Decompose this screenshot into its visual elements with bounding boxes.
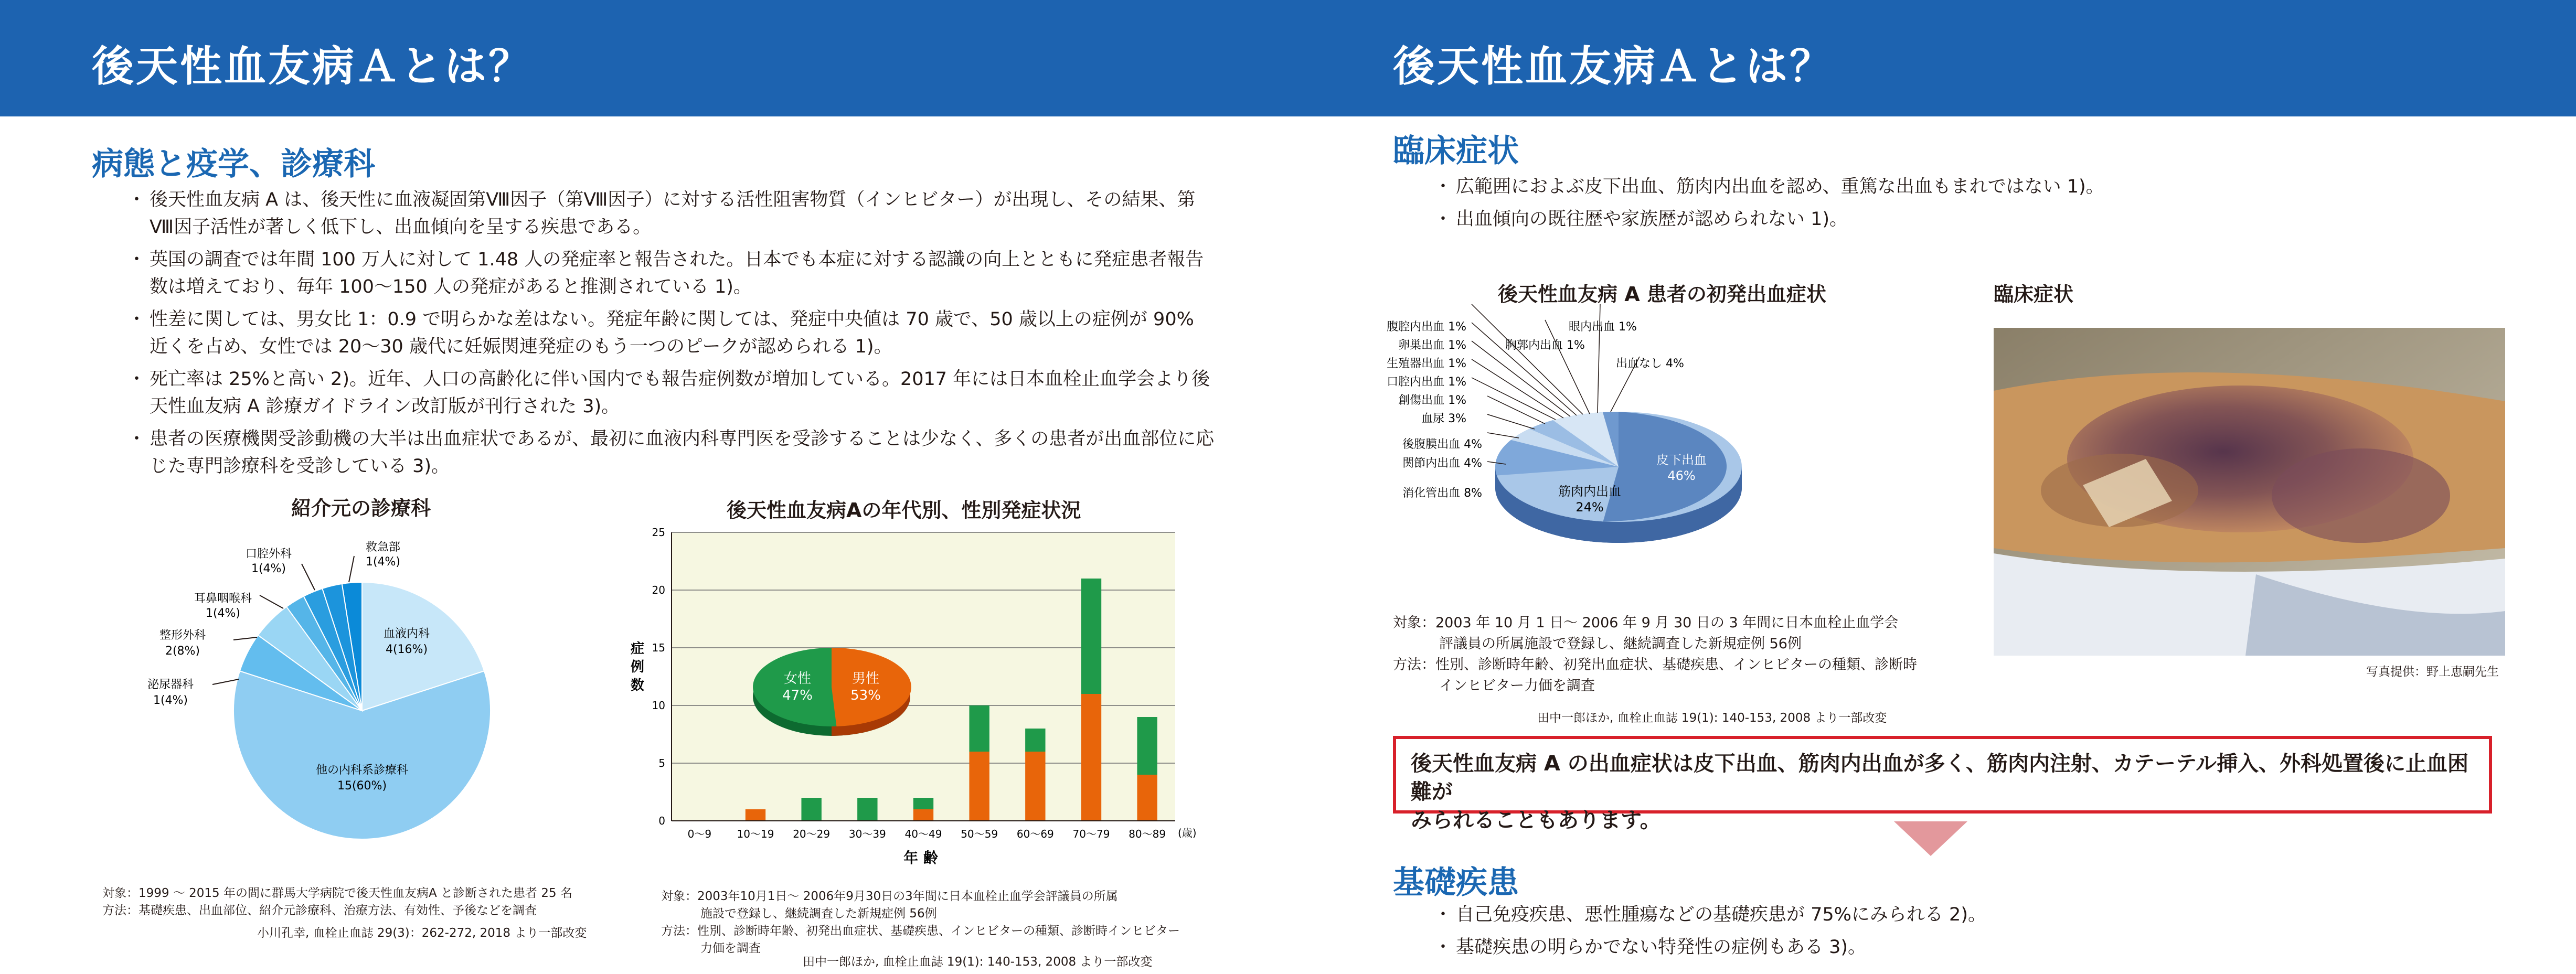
- sex-pie: [753, 648, 911, 736]
- down-arrow-icon: [1894, 821, 1967, 856]
- age-unit: (歳): [1178, 827, 1197, 839]
- bleeding-chart-citation: 田中一郎ほか, 血栓止血誌 19(1): 140-153, 2008 より一部改変: [1537, 711, 1887, 725]
- bar-segment: [1081, 694, 1101, 821]
- bar-segment: [913, 809, 933, 821]
- note-line: インヒビター力価を調査: [1439, 678, 1595, 694]
- label-retro: 後腹膜出血 4%: [1402, 438, 1482, 451]
- bullet-item: ・ 自己免疫疾患、悪性腫瘍などの基礎疾患が 75%にみられる 2)。: [1440, 901, 2489, 928]
- label-chest: 胸郭内出血 1%: [1505, 339, 1585, 352]
- note-line: 方法：基礎疾患、出血部位、紹介元診療科、治療方法、有効性、予後などを調査: [102, 904, 537, 917]
- right-page: [1288, 0, 2576, 974]
- bar-segment: [969, 752, 989, 821]
- x-tick-label: 20〜29: [793, 828, 831, 840]
- label-emergency-value: 1(4%): [365, 555, 401, 569]
- note-line: 対象：2003年10月1日〜 2006年9月30日の3年間に日本血栓止血学会評議員の所属: [661, 890, 1118, 903]
- label-emergency: 救急部: [365, 541, 401, 554]
- label-joint: 関節内出血 4%: [1402, 457, 1482, 470]
- pathology-bullet-list: [134, 186, 1215, 485]
- x-tick-label: 0〜9: [687, 828, 712, 840]
- page-title: 後天性血友病Ａとは？: [1393, 42, 1834, 91]
- referral-citation: 小川孔幸, 血栓止血誌 29(3)：262-272, 2018 より一部改変: [257, 926, 587, 940]
- label-ent-value: 1(4%): [205, 607, 241, 620]
- x-tick-label: 60〜69: [1016, 828, 1054, 840]
- age-chart-citation: 田中一郎ほか, 血栓止血誌 19(1): 140-153, 2008 より一部改変: [803, 955, 1153, 969]
- male-value: 53%: [850, 688, 881, 703]
- photo-title: 臨床症状: [1994, 283, 2074, 306]
- referral-note: [102, 885, 572, 919]
- label-urine: 血尿 3%: [1421, 412, 1466, 425]
- ylabel-2: 例: [630, 659, 645, 675]
- label-muscle-value: 24%: [1576, 500, 1604, 515]
- note-line: 方法：性別、診断時年齢、初発出血症状、基礎疾患、インヒビターの種類、診断時インヒビター: [661, 924, 1180, 938]
- label-gi: 消化管出血 8%: [1402, 487, 1482, 500]
- label-ovary: 卵巣出血 1%: [1398, 339, 1466, 352]
- bar-segment: [857, 798, 877, 821]
- callout-line: みられることもあります。: [1411, 808, 1661, 832]
- label-hematology-value: 4(16%): [385, 643, 428, 656]
- label-urology-value: 1(4%): [153, 694, 188, 707]
- x-tick-label: 50〜59: [961, 828, 998, 840]
- label-eye: 眼内出血 1%: [1569, 320, 1637, 334]
- note-line: 対象：2003 年 10 月 1 日〜 2006 年 9 月 30 日の 3 年間に日本血栓止血学会: [1393, 615, 1899, 631]
- label-ent: 耳鼻咽喉科: [194, 592, 252, 605]
- label-oral: 口腔内出血 1%: [1387, 376, 1466, 389]
- x-tick-label: 40〜49: [904, 828, 942, 840]
- note-line: 方法：性別、診断時年齢、初発出血症状、基礎疾患、インヒビターの種類、診断時: [1393, 657, 1917, 673]
- referral-chart-title: 紹介元の診療科: [291, 497, 431, 520]
- bullet-item: ・ 後天性血友病 A は、後天性に血液凝固第Ⅷ因子（第Ⅷ因子）に対する活性阻害物質（インヒビター）が出現し、その結果、第Ⅷ因子活性が著しく低下し、出血傾向を呈する疾患である。: [134, 186, 1215, 241]
- label-genital: 生殖器出血 1%: [1387, 357, 1466, 370]
- x-tick-label: 70〜79: [1072, 828, 1110, 840]
- bullet-item: ・ 死亡率は 25%と高い 2)。近年、人口の高齢化に伴い国内でも報告症例数が増加している。2017 年には日本血栓止血学会より後天性血友病 A 診療ガイドライン改訂版が刊行された 3)。: [134, 366, 1215, 420]
- age-chart-note: [661, 888, 1180, 957]
- referral-pie-chart: [105, 525, 577, 865]
- y-tick-label: 25: [652, 526, 665, 539]
- label-wound: 創傷出血 1%: [1398, 394, 1466, 407]
- label-other-internal-value: 15(60%): [337, 779, 387, 793]
- label-muscle: 筋肉内出血: [1558, 484, 1621, 499]
- label-other-internal: 他の内科系診療科: [315, 764, 409, 777]
- section-title-underlying: 基礎疾患: [1393, 864, 1519, 901]
- label-oral: 口腔外科: [245, 548, 292, 561]
- bar-segment: [913, 798, 933, 809]
- y-tick-label: 0: [658, 815, 665, 827]
- age-sex-bar-chart: [609, 522, 1197, 879]
- bullet-item: ・ 基礎疾患の明らかでない特発性の症例もある 3)。: [1440, 934, 2489, 961]
- female-value: 47%: [782, 688, 813, 703]
- bar-segment: [746, 809, 765, 821]
- label-subcutaneous-value: 46%: [1667, 468, 1696, 483]
- ylabel-3: 数: [630, 678, 645, 693]
- label-urology: 泌尿器科: [147, 678, 194, 691]
- bar-segment: [1025, 752, 1045, 821]
- bleeding-3d-pie-chart: [1387, 309, 1933, 582]
- note-line: 施設で登録し、継続調査した新規症例 56例: [700, 907, 937, 921]
- note-line: 力価を調査: [700, 941, 761, 955]
- x-tick-label: 30〜39: [848, 828, 886, 840]
- label-oral-value: 1(4%): [251, 562, 286, 575]
- bullet-item: ・ 英国の調査では年間 100 万人に対して 1.48 人の発症率と報告された。日本でも本症に対する認識の向上とともに発症患者報告数は増えており、毎年 100〜150 人の発症があると推測されている 1)。: [134, 246, 1215, 301]
- section-title-pathology: 病態と疫学、診療科: [92, 146, 375, 183]
- bullet-item: ・ 患者の医療機関受診動機の大半は出血症状であるが、最初に血液内科専門医を受診することは少なく、多くの患者が出血部位に応じた専門診療科を受診している 3)。: [134, 425, 1215, 480]
- bleeding-chart-note: [1393, 613, 1917, 697]
- female-label: 女性: [783, 671, 812, 687]
- clinical-photo: [1994, 328, 2505, 656]
- header-bar: [0, 0, 1288, 116]
- note-line: 評議員の所属施設で登録し、継続調査した新規症例 56例: [1439, 636, 1802, 652]
- bar-segment: [1137, 775, 1157, 821]
- xlabel: 年 齢: [903, 849, 938, 866]
- age-chart-title: 後天性血友病Aの年代別、性別発症状況: [727, 499, 1081, 522]
- note-line: 対象：1999 〜 2015 年の間に群馬大学病院で後天性血友病A と診断された患者 25 名: [102, 886, 572, 900]
- label-subcutaneous: 皮下出血: [1656, 453, 1707, 467]
- ylabel-1: 症: [630, 641, 645, 657]
- label-orthopedics: 整形外科: [159, 629, 206, 642]
- photo-credit: 写真提供：野上恵嗣先生: [2366, 665, 2499, 679]
- male-label: 男性: [851, 671, 880, 687]
- callout-line: 後天性血友病 A の出血症状は皮下出血、筋肉内出血が多く、筋肉内注射、カテーテル挿入、外科処置後に止血困難が: [1411, 752, 2469, 804]
- callout-box: [1393, 736, 2492, 832]
- y-tick-label: 20: [652, 584, 665, 596]
- bullet-item: ・ 広範囲におよぶ皮下出血、筋肉内出血を認め、重篤な出血もまれではない 1)。: [1440, 173, 2489, 200]
- underlying-bullet-list: [1440, 901, 2489, 966]
- header-bar: [1288, 0, 2576, 116]
- label-hematology: 血液内科: [383, 627, 430, 640]
- y-tick-label: 10: [652, 699, 665, 712]
- y-tick-label: 15: [652, 641, 665, 654]
- label-abdominal: 腹腔内出血 1%: [1387, 320, 1466, 334]
- bleeding-chart-title: 後天性血友病 A 患者の初発出血症状: [1498, 283, 1826, 306]
- bar-segment: [969, 705, 989, 752]
- section-title-symptoms: 臨床症状: [1393, 133, 1519, 169]
- bullet-item: ・ 出血傾向の既往歴や家族歴が認められない 1)。: [1440, 206, 2489, 233]
- bar-segment: [1137, 717, 1157, 775]
- bullet-item: ・ 性差に関しては、男女比 1：0.9 で明らかな差はない。発症年齢に関しては、発症中央値は 70 歳で、50 歳以上の症例が 90% 近くを占め、女性では 20〜30 歳代に妊娠関連発症のもう一つのピークが認められる 1)。: [134, 306, 1215, 360]
- bar-segment: [801, 798, 821, 821]
- x-tick-label: 10〜19: [737, 828, 774, 840]
- page-title: 後天性血友病Ａとは？: [92, 42, 533, 91]
- symptom-bullet-list: [1440, 173, 2489, 238]
- bar-segment: [1081, 579, 1101, 694]
- bar-segment: [1025, 729, 1045, 752]
- label-orthopedics-value: 2(8%): [165, 645, 200, 658]
- label-none: 出血なし 4%: [1616, 357, 1684, 370]
- x-tick-label: 80〜89: [1129, 828, 1166, 840]
- y-tick-label: 5: [658, 757, 665, 769]
